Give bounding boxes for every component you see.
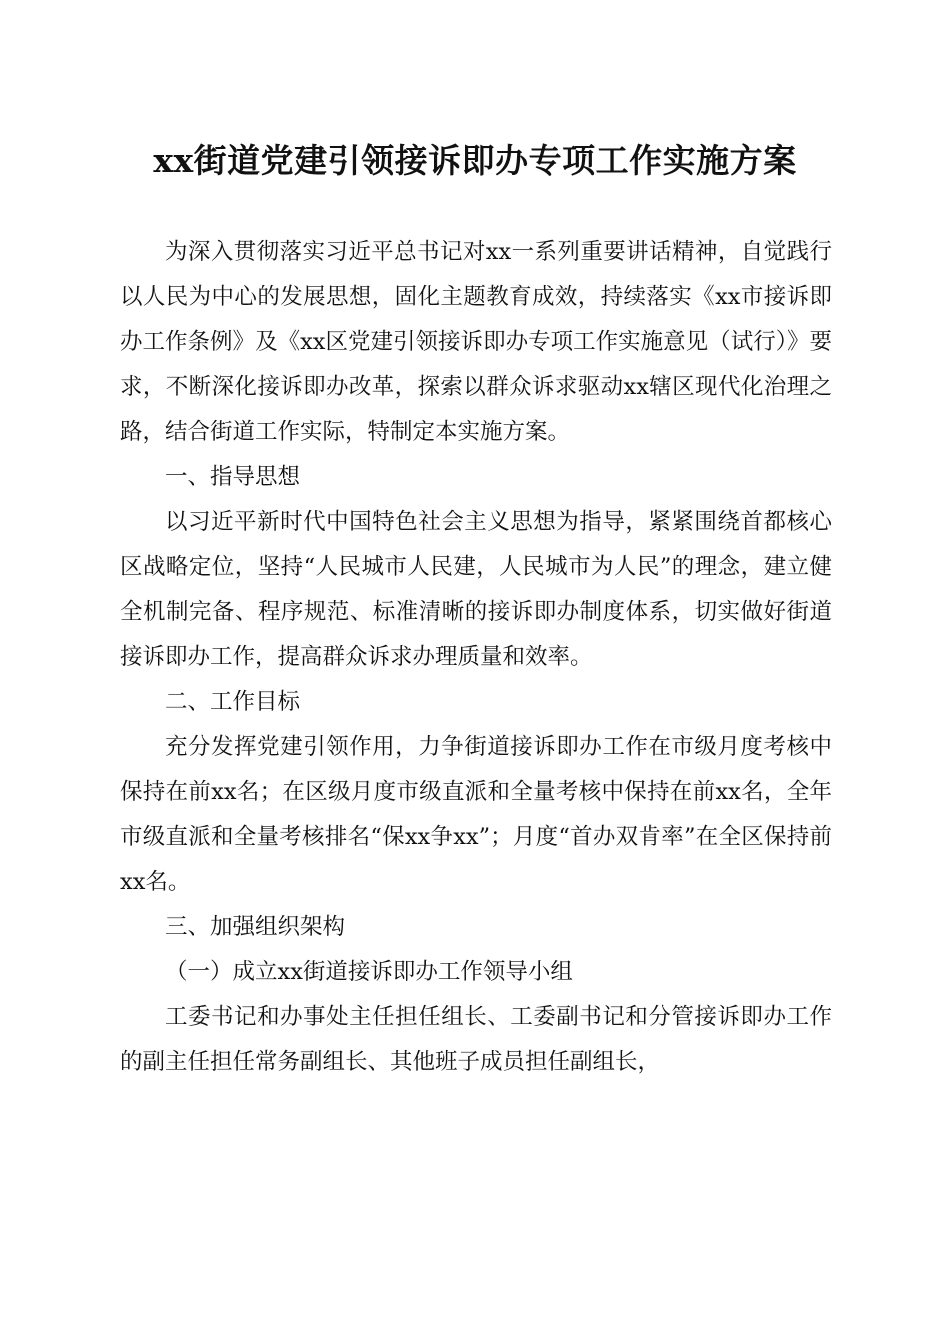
- section-heading-guiding-thought: 一、指导思想: [165, 464, 301, 490]
- section-heading-organization: 三、加强组织架构: [165, 914, 346, 940]
- guiding-thought-paragraph: 以习近平新时代中国特色社会主义思想为指导，紧紧围绕首都核心区战略定位，坚持“人民城市人民建，人民城市为人民”的理念，建立健全机制完备、程序规范、标准清晰的接诉即办制度体系，切实做好街道接诉即办工作，提高群众诉求办理质量和效率。: [120, 509, 832, 670]
- leading-group-paragraph: 工委书记和办事处主任担任组长、工委副书记和分管接诉即办工作的副主任担任常务副组长、其他班子成员担任副组长，: [120, 1004, 832, 1075]
- subsection-heading-leading-group: （一）成立xx街道接诉即办工作领导小组: [165, 959, 573, 985]
- intro-paragraph: 为深入贯彻落实习近平总书记对xx一系列重要讲话精神，自觉践行以人民为中心的发展思想，固化主题教育成效，持续落实《xx市接诉即办工作条例》及《xx区党建引领接诉即办专项工作实施意见（试行）》要求，不断深化接诉即办改革，探索以群众诉求驱动xx辖区现代化治理之路，结合街道工作实际，特制定本实施方案。: [120, 239, 832, 445]
- section-heading-work-goals: 二、工作目标: [165, 689, 301, 715]
- document-title: xx街道党建引领接诉即办专项工作实施方案: [153, 141, 797, 180]
- document-body: [120, 230, 832, 1085]
- work-goals-paragraph: 充分发挥党建引领作用，力争街道接诉即办工作在市级月度考核中保持在前xx名；在区级月度市级直派和全量考核中保持在前xx名，全年市级直派和全量考核排名“保xx争xx”；月度“首办双肯率”在全区保持前xx名。: [120, 734, 832, 895]
